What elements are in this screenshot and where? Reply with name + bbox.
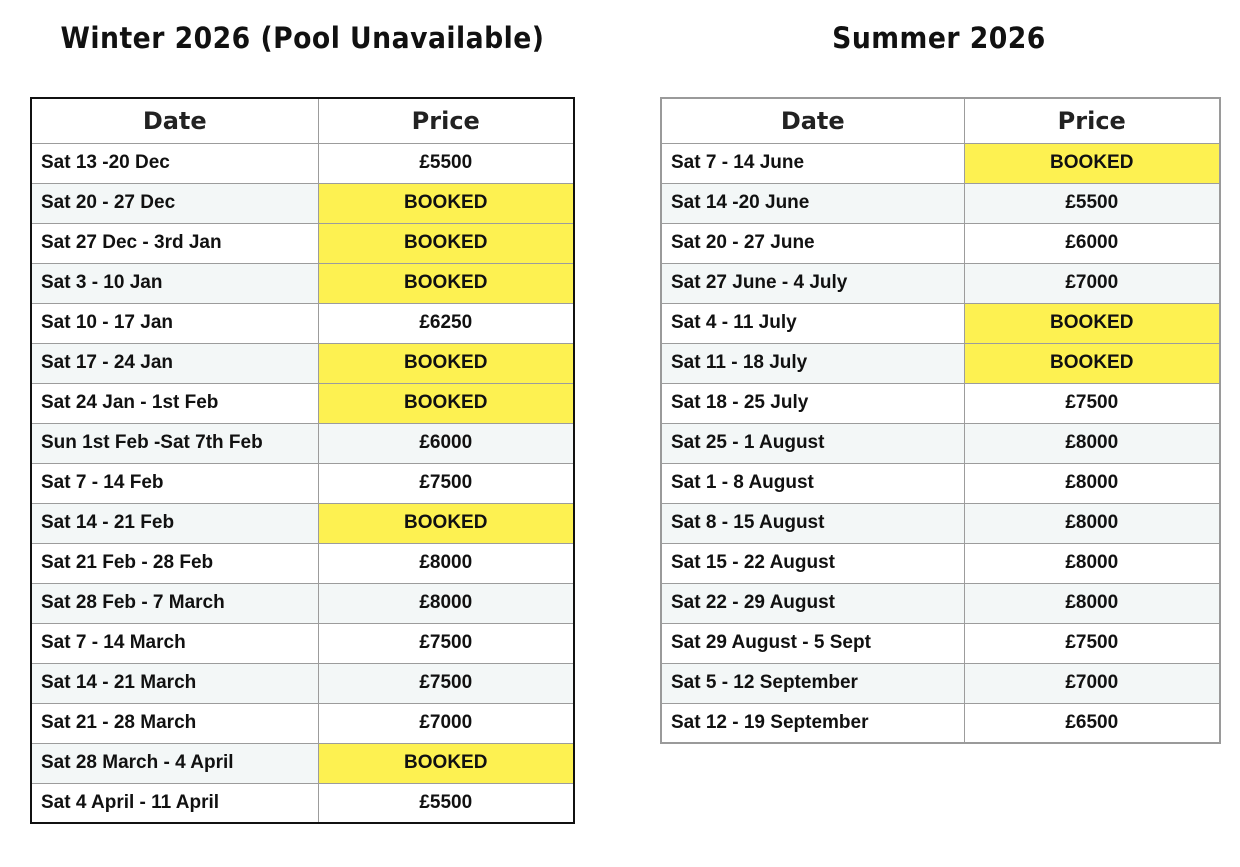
price-cell: £7500 — [318, 623, 574, 663]
price-cell: £8000 — [318, 583, 574, 623]
date-cell: Sat 5 - 12 September — [661, 663, 964, 703]
table-row — [31, 263, 574, 303]
date-cell: Sat 24 Jan - 1st Feb — [31, 383, 318, 423]
date-cell: Sat 1 - 8 August — [661, 463, 964, 503]
table-header-row — [31, 98, 574, 143]
price-cell: £8000 — [318, 543, 574, 583]
summer-table-body — [661, 143, 1220, 743]
price-cell: £6250 — [318, 303, 574, 343]
table-row — [31, 623, 574, 663]
booked-badge: BOOKED — [318, 503, 574, 543]
price-column-header: Price — [964, 98, 1220, 143]
table-row — [31, 663, 574, 703]
winter-table-body — [31, 143, 574, 823]
table-row — [31, 423, 574, 463]
table-row — [31, 743, 574, 783]
date-column-header: Date — [31, 98, 318, 143]
date-cell: Sun 1st Feb -Sat 7th Feb — [31, 423, 318, 463]
date-column-header: Date — [661, 98, 964, 143]
price-cell: £7000 — [318, 703, 574, 743]
table-row — [661, 583, 1220, 623]
date-cell: Sat 8 - 15 August — [661, 503, 964, 543]
date-cell: Sat 13 -20 Dec — [31, 143, 318, 183]
date-cell: Sat 14 -20 June — [661, 183, 964, 223]
price-cell: £5500 — [318, 143, 574, 183]
table-row — [661, 623, 1220, 663]
table-row — [661, 423, 1220, 463]
table-row — [661, 263, 1220, 303]
table-row — [661, 543, 1220, 583]
price-cell: £7500 — [318, 463, 574, 503]
table-row — [31, 183, 574, 223]
table-row — [31, 223, 574, 263]
price-cell: £7000 — [964, 263, 1220, 303]
table-row — [661, 503, 1220, 543]
price-cell: £7000 — [964, 663, 1220, 703]
price-cell: £6000 — [964, 223, 1220, 263]
price-cell: £5500 — [964, 183, 1220, 223]
date-cell: Sat 27 Dec - 3rd Jan — [31, 223, 318, 263]
price-cell: £8000 — [964, 463, 1220, 503]
summer-rates-table — [660, 97, 1221, 744]
date-cell: Sat 21 Feb - 28 Feb — [31, 543, 318, 583]
date-cell: Sat 25 - 1 August — [661, 423, 964, 463]
date-cell: Sat 14 - 21 Feb — [31, 503, 318, 543]
date-cell: Sat 7 - 14 Feb — [31, 463, 318, 503]
price-column-header: Price — [318, 98, 574, 143]
date-cell: Sat 28 March - 4 April — [31, 743, 318, 783]
table-row — [31, 303, 574, 343]
booked-badge: BOOKED — [318, 223, 574, 263]
date-cell: Sat 21 - 28 March — [31, 703, 318, 743]
table-row — [661, 183, 1220, 223]
price-cell: £6000 — [318, 423, 574, 463]
table-row — [31, 783, 574, 823]
date-cell: Sat 15 - 22 August — [661, 543, 964, 583]
winter-title: Winter 2026 (Pool Unavailable) — [60, 21, 545, 55]
table-row — [31, 543, 574, 583]
winter-rates-table — [30, 97, 575, 824]
table-row — [661, 703, 1220, 743]
table-row — [661, 383, 1220, 423]
date-cell: Sat 22 - 29 August — [661, 583, 964, 623]
table-row — [661, 463, 1220, 503]
table-row — [31, 383, 574, 423]
date-cell: Sat 11 - 18 July — [661, 343, 964, 383]
table-row — [31, 503, 574, 543]
price-cell: £7500 — [964, 383, 1220, 423]
date-cell: Sat 4 - 11 July — [661, 303, 964, 343]
price-cell: £5500 — [318, 783, 574, 823]
booked-badge: BOOKED — [964, 143, 1220, 183]
date-cell: Sat 29 August - 5 Sept — [661, 623, 964, 663]
price-cell: £8000 — [964, 503, 1220, 543]
date-cell: Sat 28 Feb - 7 March — [31, 583, 318, 623]
table-row — [661, 143, 1220, 183]
booked-badge: BOOKED — [318, 383, 574, 423]
booked-badge: BOOKED — [318, 743, 574, 783]
price-cell: £7500 — [318, 663, 574, 703]
price-cell: £7500 — [964, 623, 1220, 663]
date-cell: Sat 7 - 14 March — [31, 623, 318, 663]
table-row — [661, 663, 1220, 703]
booked-badge: BOOKED — [318, 263, 574, 303]
date-cell: Sat 20 - 27 Dec — [31, 183, 318, 223]
table-row — [31, 583, 574, 623]
table-row — [31, 703, 574, 743]
booked-badge: BOOKED — [964, 343, 1220, 383]
booked-badge: BOOKED — [318, 343, 574, 383]
date-cell: Sat 10 - 17 Jan — [31, 303, 318, 343]
table-header-row — [661, 98, 1220, 143]
price-cell: £6500 — [964, 703, 1220, 743]
price-cell: £8000 — [964, 583, 1220, 623]
table-row — [31, 463, 574, 503]
date-cell: Sat 7 - 14 June — [661, 143, 964, 183]
price-cell: £8000 — [964, 423, 1220, 463]
summer-title: Summer 2026 — [832, 21, 1046, 55]
table-row — [31, 143, 574, 183]
table-row — [661, 223, 1220, 263]
table-row — [661, 343, 1220, 383]
booked-badge: BOOKED — [964, 303, 1220, 343]
table-row — [661, 303, 1220, 343]
date-cell: Sat 4 April - 11 April — [31, 783, 318, 823]
table-row — [31, 343, 574, 383]
date-cell: Sat 12 - 19 September — [661, 703, 964, 743]
price-cell: £8000 — [964, 543, 1220, 583]
date-cell: Sat 20 - 27 June — [661, 223, 964, 263]
date-cell: Sat 17 - 24 Jan — [31, 343, 318, 383]
date-cell: Sat 14 - 21 March — [31, 663, 318, 703]
booked-badge: BOOKED — [318, 183, 574, 223]
date-cell: Sat 3 - 10 Jan — [31, 263, 318, 303]
date-cell: Sat 27 June - 4 July — [661, 263, 964, 303]
date-cell: Sat 18 - 25 July — [661, 383, 964, 423]
